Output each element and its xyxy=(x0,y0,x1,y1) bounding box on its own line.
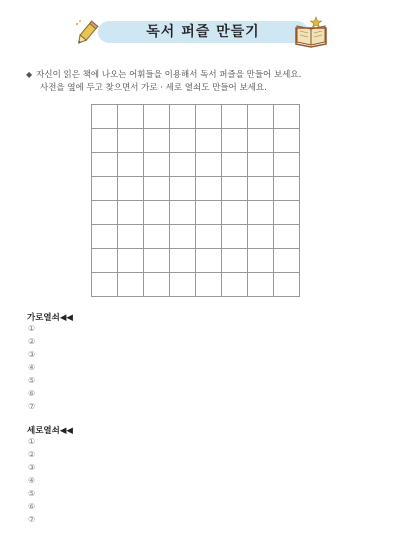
across-clue-item[interactable]: ⑤ xyxy=(28,376,36,385)
puzzle-cell[interactable] xyxy=(222,153,248,177)
pencil-icon xyxy=(72,18,102,48)
puzzle-cell[interactable] xyxy=(222,129,248,153)
puzzle-cell[interactable] xyxy=(196,225,222,249)
across-clue-item[interactable]: ④ xyxy=(28,363,36,372)
puzzle-cell[interactable] xyxy=(274,249,300,273)
puzzle-cell[interactable] xyxy=(274,129,300,153)
puzzle-cell[interactable] xyxy=(196,201,222,225)
puzzle-grid xyxy=(91,104,300,297)
puzzle-cell[interactable] xyxy=(144,273,170,297)
puzzle-cell[interactable] xyxy=(118,129,144,153)
puzzle-cell[interactable] xyxy=(118,153,144,177)
puzzle-cell[interactable] xyxy=(248,249,274,273)
puzzle-cell[interactable] xyxy=(170,225,196,249)
down-clue-list xyxy=(28,435,35,526)
instruction-line-2: 사전을 옆에 두고 찾으면서 가로 · 세로 열쇠도 만들어 보세요. xyxy=(40,83,267,93)
puzzle-cell[interactable] xyxy=(248,201,274,225)
down-clue-item[interactable]: ③ xyxy=(28,463,36,472)
puzzle-cell[interactable] xyxy=(222,225,248,249)
puzzle-cell[interactable] xyxy=(170,201,196,225)
puzzle-cell[interactable] xyxy=(222,177,248,201)
puzzle-cell[interactable] xyxy=(92,177,118,201)
across-heading: 가로열쇠◀◀ xyxy=(27,313,73,323)
puzzle-cell[interactable] xyxy=(144,153,170,177)
puzzle-cell[interactable] xyxy=(144,249,170,273)
puzzle-cell[interactable] xyxy=(196,249,222,273)
down-clue-item[interactable]: ⑦ xyxy=(28,515,36,524)
puzzle-cell[interactable] xyxy=(248,177,274,201)
puzzle-cell[interactable] xyxy=(248,273,274,297)
puzzle-cell[interactable] xyxy=(222,249,248,273)
puzzle-cell[interactable] xyxy=(144,177,170,201)
down-clue-item[interactable]: ① xyxy=(28,437,36,446)
bullet-icon: ◆ xyxy=(26,70,33,79)
puzzle-cell[interactable] xyxy=(222,273,248,297)
puzzle-cell[interactable] xyxy=(170,177,196,201)
page-title: 독서 퍼즐 만들기 xyxy=(146,24,260,40)
puzzle-cell[interactable] xyxy=(248,105,274,129)
puzzle-cell[interactable] xyxy=(144,129,170,153)
puzzle-cell[interactable] xyxy=(170,153,196,177)
across-clue-item[interactable]: ③ xyxy=(28,350,36,359)
puzzle-cell[interactable] xyxy=(170,273,196,297)
book-icon xyxy=(294,14,328,48)
puzzle-cell[interactable] xyxy=(170,129,196,153)
puzzle-cell[interactable] xyxy=(248,153,274,177)
puzzle-cell[interactable] xyxy=(144,225,170,249)
puzzle-cell[interactable] xyxy=(274,273,300,297)
puzzle-cell[interactable] xyxy=(196,177,222,201)
across-clue-item[interactable]: ② xyxy=(28,337,36,346)
down-clue-item[interactable]: ⑥ xyxy=(28,502,36,511)
puzzle-cell[interactable] xyxy=(248,129,274,153)
puzzle-cell[interactable] xyxy=(274,225,300,249)
puzzle-cell[interactable] xyxy=(144,201,170,225)
puzzle-cell[interactable] xyxy=(144,105,170,129)
puzzle-cell[interactable] xyxy=(274,201,300,225)
across-clue-list xyxy=(28,322,35,413)
puzzle-cell[interactable] xyxy=(222,201,248,225)
instruction-text-1: 자신이 읽은 책에 나오는 어휘들을 이용해서 독서 퍼즐을 만들어 보세요. xyxy=(36,70,302,80)
puzzle-cell[interactable] xyxy=(170,105,196,129)
puzzle-cell[interactable] xyxy=(92,105,118,129)
puzzle-cell[interactable] xyxy=(222,105,248,129)
puzzle-cell[interactable] xyxy=(196,273,222,297)
puzzle-cell[interactable] xyxy=(196,105,222,129)
down-heading: 세로열쇠◀◀ xyxy=(27,426,73,436)
puzzle-cell[interactable] xyxy=(92,249,118,273)
puzzle-cell[interactable] xyxy=(196,129,222,153)
puzzle-cell[interactable] xyxy=(92,225,118,249)
puzzle-cell[interactable] xyxy=(92,273,118,297)
puzzle-cell[interactable] xyxy=(92,201,118,225)
puzzle-cell[interactable] xyxy=(92,153,118,177)
puzzle-cell[interactable] xyxy=(274,105,300,129)
across-clue-item[interactable]: ⑦ xyxy=(28,402,36,411)
puzzle-cell[interactable] xyxy=(274,177,300,201)
puzzle-cell[interactable] xyxy=(118,273,144,297)
puzzle-cell[interactable] xyxy=(118,225,144,249)
down-clue-item[interactable]: ④ xyxy=(28,476,36,485)
puzzle-cell[interactable] xyxy=(196,153,222,177)
across-clue-item[interactable]: ⑥ xyxy=(28,389,36,398)
instruction-line-1 xyxy=(26,68,301,80)
down-clue-item[interactable]: ⑤ xyxy=(28,489,36,498)
across-clue-item[interactable]: ① xyxy=(28,324,36,333)
puzzle-cell[interactable] xyxy=(118,201,144,225)
puzzle-cell[interactable] xyxy=(248,225,274,249)
down-clue-item[interactable]: ② xyxy=(28,450,36,459)
puzzle-cell[interactable] xyxy=(118,177,144,201)
puzzle-cell[interactable] xyxy=(170,249,196,273)
puzzle-cell[interactable] xyxy=(92,129,118,153)
puzzle-cell[interactable] xyxy=(274,153,300,177)
puzzle-cell[interactable] xyxy=(118,105,144,129)
puzzle-cell[interactable] xyxy=(118,249,144,273)
